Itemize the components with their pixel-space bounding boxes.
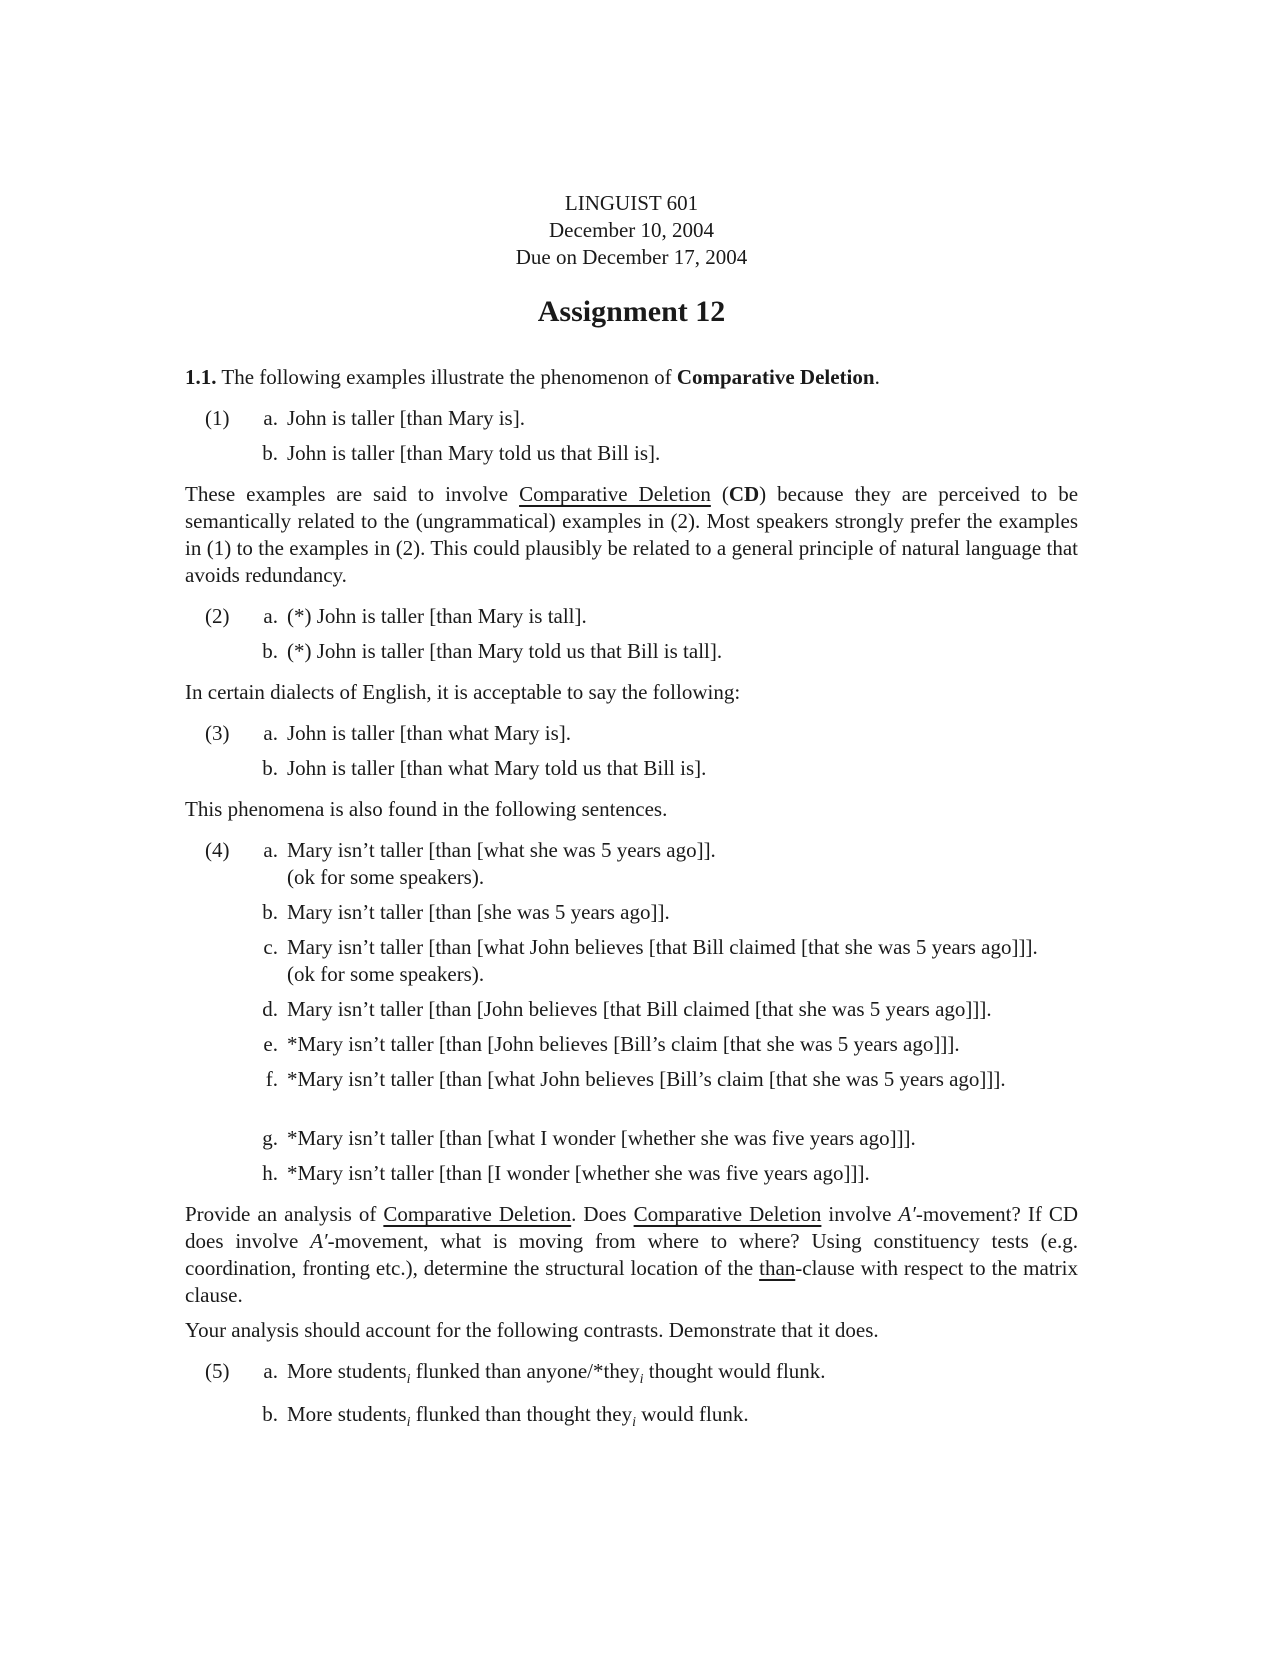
example-item: b. (*) John is taller [than Mary told us that Bill is tall]. [262, 639, 723, 663]
assignment-date: December 10, 2004 [548, 218, 715, 242]
paragraph-instructions: Provide an analysis of Comparative Deletion. Does Comparative Deletion involve A′-movement? If CD does involve A′-movement, what is moving from where to where? Using constituency tests (e.g. coordination, fronting etc.), determine the structural location of the than-clause with respect to the matrix clause. [185, 1202, 1079, 1307]
term-link: Comparative Deletion [383, 1202, 572, 1226]
example-item: b. Mary isn’t taller [than [she was 5 years ago]]. [262, 900, 670, 924]
example-item: a. (*) John is taller [than Mary is tall]. [263, 604, 587, 628]
example-number: (2) [205, 604, 230, 628]
due-date: Due on December 17, 2004 [515, 245, 748, 269]
example-number: (4) [205, 838, 230, 862]
page-title: Assignment 12 [537, 295, 726, 328]
example-item: c. Mary isn’t taller [than [what John believes [that Bill claimed [that she was 5 years ago]]]. (ok for some speakers). [263, 935, 1038, 986]
term-link: Comparative Deletion [633, 1202, 822, 1226]
document-header [185, 190, 1078, 271]
example-item: d. Mary isn’t taller [than [John believes [that Bill claimed [that she was 5 years ago]]]. [262, 997, 992, 1021]
example-3 [185, 720, 1078, 782]
a-bar-symbol: A′ [310, 1229, 328, 1253]
example-number: (5) [205, 1359, 230, 1383]
example-item: f. *Mary isn’t taller [than [what John believes [Bill’s claim [that she was 5 years ago]]]. [265, 1067, 1006, 1091]
example-item: a. More students$_i$ flunked than anyone/*they$_i$ thought would flunk. [263, 1359, 826, 1388]
paragraph-contrasts: Your analysis should account for the following contrasts. Demonstrate that it does. [185, 1318, 879, 1342]
example-item: a. Mary isn’t taller [than [what she was 5 years ago]]. (ok for some speakers). [263, 838, 716, 889]
a-bar-symbol: A′ [898, 1202, 916, 1226]
example-4 [185, 837, 1078, 1187]
term-comparative-deletion: Comparative Deletion [676, 365, 875, 389]
example-item: a. John is taller [than what Mary is]. [263, 721, 572, 745]
term-link: Comparative Deletion [519, 482, 711, 506]
course-name: LINGUIST 601 [564, 191, 699, 215]
example-number: (1) [205, 406, 230, 430]
paragraph-dialects: In certain dialects of English, it is acceptable to say the following: [185, 680, 741, 704]
example-2 [185, 603, 1078, 665]
example-item: a. John is taller [than Mary is]. [263, 406, 525, 430]
example-item: b. John is taller [than what Mary told us that Bill is]. [262, 756, 707, 780]
paragraph-phenomena: This phenomena is also found in the following sentences. [185, 797, 668, 821]
example-item: h. *Mary isn’t taller [than [I wonder [whether she was five years ago]]]. [262, 1161, 870, 1185]
example-number: (3) [205, 721, 230, 745]
example-item: b. John is taller [than Mary told us that Bill is]. [262, 441, 661, 465]
example-item: b. More students$_i$ flunked than thought they$_i$ would flunk. [262, 1402, 749, 1431]
document-page [185, 190, 1078, 1450]
spacer [255, 1101, 1078, 1125]
example-5 [185, 1358, 1078, 1436]
section-number: 1.1. [185, 365, 217, 389]
example-1 [185, 405, 1078, 467]
section-intro: 1.1. The following examples illustrate the phenomenon of Comparative Deletion. [185, 365, 880, 389]
term-than: than [759, 1256, 796, 1280]
example-item: e. *Mary isn’t taller [than [John believes [Bill’s claim [that she was 5 years ago]]]. [263, 1032, 960, 1056]
paragraph-cd-definition: These examples are said to involve Comparative Deletion (CD) because they are perceived to be semantically related to the (ungrammatical) examples in (2). Most speakers strongly prefer the examples in (1) to the examples in (2). This could plausibly be related to a general principle of natural language that avoids redundancy. [185, 482, 1079, 587]
example-item: g. *Mary isn’t taller [than [what I wonder [whether she was five years ago]]]. [262, 1126, 916, 1150]
